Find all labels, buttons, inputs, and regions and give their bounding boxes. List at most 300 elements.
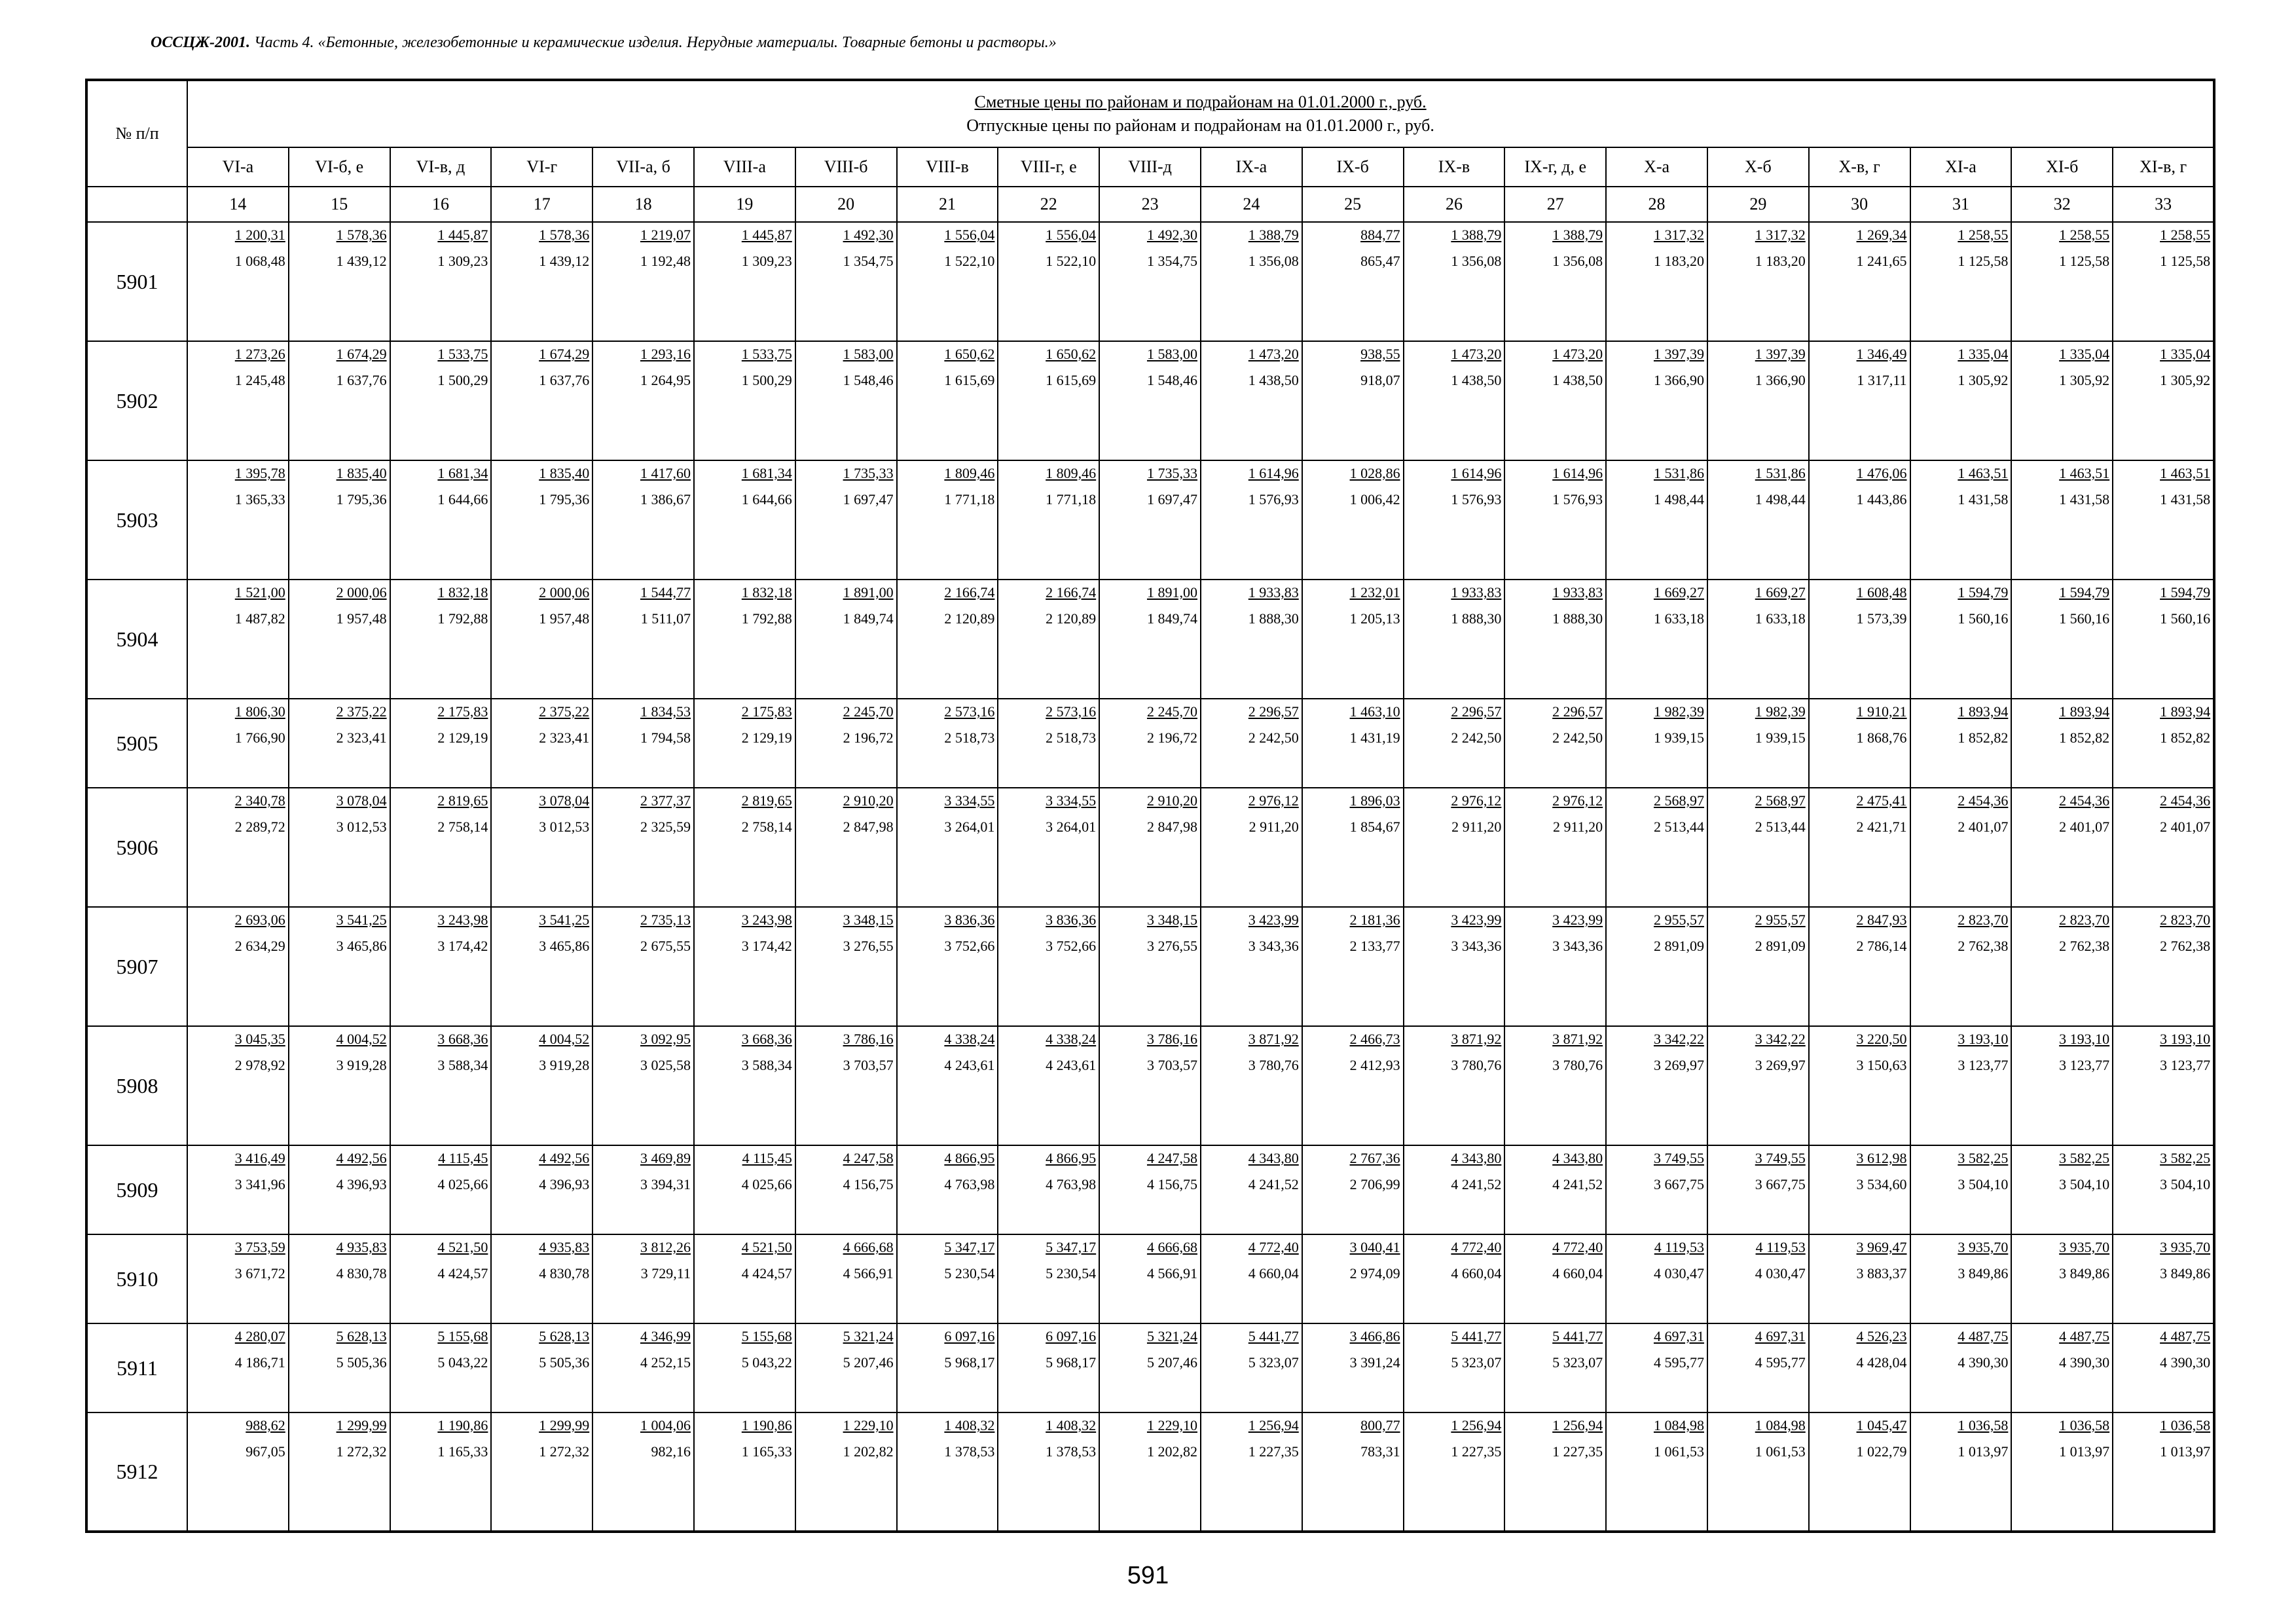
release-price: 2 401,07 <box>2059 819 2110 835</box>
estimate-price: 1 395,78 <box>234 465 285 481</box>
release-price: 1 792,88 <box>741 610 792 627</box>
price-cell <box>1404 1412 1505 1532</box>
price-cell <box>1201 699 1302 788</box>
column-number: 29 <box>1707 187 1809 222</box>
release-price: 1 615,69 <box>944 372 995 388</box>
estimate-price: 4 346,99 <box>640 1328 691 1344</box>
release-price: 1 227,35 <box>1552 1443 1603 1460</box>
region-header: VI-б, е <box>289 147 390 187</box>
release-price: 3 849,86 <box>2059 1265 2110 1282</box>
release-price: 2 289,72 <box>234 819 285 835</box>
release-price: 1 439,12 <box>336 253 387 269</box>
release-price: 2 242,50 <box>1552 729 1603 746</box>
release-price: 1 365,33 <box>234 491 285 507</box>
price-cell <box>1707 341 1809 460</box>
release-price: 1 573,39 <box>1856 610 1907 627</box>
estimate-price: 1 473,20 <box>1552 346 1603 362</box>
estimate-price: 1 388,79 <box>1248 227 1299 243</box>
price-cell <box>694 341 795 460</box>
row-id: 5912 <box>86 1412 187 1532</box>
estimate-price: 3 334,55 <box>1046 792 1097 809</box>
row-id: 5903 <box>86 460 187 580</box>
release-price: 1 006,42 <box>1349 491 1400 507</box>
estimate-price: 1 028,86 <box>1349 465 1400 481</box>
price-cell <box>1707 699 1809 788</box>
release-price: 4 390,30 <box>2059 1354 2110 1371</box>
price-cell <box>1201 1145 1302 1234</box>
table-row <box>86 699 2214 788</box>
release-price: 1 013,97 <box>2160 1443 2211 1460</box>
price-cell <box>187 699 289 788</box>
estimate-price: 3 969,47 <box>1856 1239 1907 1255</box>
estimate-price: 4 119,53 <box>1755 1239 1806 1255</box>
price-cell <box>491 460 592 580</box>
region-header: VIII-а <box>694 147 795 187</box>
release-price: 1 939,15 <box>1653 729 1704 746</box>
estimate-price: 3 582,25 <box>1958 1150 2009 1166</box>
estimate-price: 5 347,17 <box>1046 1239 1097 1255</box>
price-cell <box>1099 699 1201 788</box>
price-cell <box>390 788 492 907</box>
estimate-price: 1 346,49 <box>1856 346 1907 362</box>
estimate-price: 1 293,16 <box>640 346 691 362</box>
table-row <box>86 1234 2214 1323</box>
release-price: 1 366,90 <box>1755 372 1806 388</box>
estimate-price: 2 910,20 <box>1146 792 1197 809</box>
price-cell <box>1404 1145 1505 1234</box>
estimate-price: 2 955,57 <box>1653 912 1704 928</box>
release-price: 1 241,65 <box>1856 253 1907 269</box>
table-row <box>86 907 2214 1026</box>
region-header: X-б <box>1707 147 1809 187</box>
estimate-price: 4 666,68 <box>843 1239 894 1255</box>
release-price: 1 957,48 <box>539 610 590 627</box>
price-cell <box>1404 788 1505 907</box>
estimate-price: 1 578,36 <box>336 227 387 243</box>
price-cell <box>187 1234 289 1323</box>
estimate-price: 2 910,20 <box>843 792 894 809</box>
price-cell <box>187 580 289 699</box>
estimate-price: 1 273,26 <box>234 346 285 362</box>
estimate-price: 1 669,27 <box>1755 584 1806 600</box>
price-cell <box>592 341 694 460</box>
release-price: 3 534,60 <box>1856 1176 1907 1192</box>
release-price: 1 309,23 <box>437 253 488 269</box>
estimate-price: 1 594,79 <box>2160 584 2211 600</box>
estimate-price: 3 749,55 <box>1755 1150 1806 1166</box>
release-price: 1 849,74 <box>843 610 894 627</box>
price-cell <box>1707 1323 1809 1412</box>
release-price: 1 356,08 <box>1552 253 1603 269</box>
price-cell <box>1809 222 1910 341</box>
estimate-price: 1 397,39 <box>1755 346 1806 362</box>
price-cell <box>897 1412 998 1532</box>
release-price: 1 498,44 <box>1755 491 1806 507</box>
price-cell <box>897 1145 998 1234</box>
price-cell <box>1302 699 1404 788</box>
price-cell <box>390 1026 492 1145</box>
estimate-price: 1 473,20 <box>1451 346 1502 362</box>
release-price: 3 504,10 <box>2160 1176 2211 1192</box>
release-price: 5 968,17 <box>944 1354 995 1371</box>
price-cell <box>694 699 795 788</box>
row-id: 5906 <box>86 788 187 907</box>
price-cell <box>1606 699 1707 788</box>
estimate-price: 1 910,21 <box>1856 703 1907 720</box>
price-cell <box>1910 1323 2012 1412</box>
price-cell <box>694 1323 795 1412</box>
price-cell <box>998 1412 1099 1532</box>
release-price: 4 424,57 <box>741 1265 792 1282</box>
price-cell <box>2011 460 2113 580</box>
column-number: 31 <box>1910 187 2012 222</box>
price-cell <box>1809 1234 1910 1323</box>
price-cell <box>390 699 492 788</box>
release-price: 1 068,48 <box>234 253 285 269</box>
price-cell <box>897 788 998 907</box>
price-cell <box>795 580 897 699</box>
price-cell <box>390 1234 492 1323</box>
release-price: 1 795,36 <box>336 491 387 507</box>
estimate-price: 2 693,06 <box>234 912 285 928</box>
price-cell <box>795 699 897 788</box>
estimate-price: 3 342,22 <box>1755 1031 1806 1047</box>
estimate-price: 3 416,49 <box>234 1150 285 1166</box>
estimate-price: 1 492,30 <box>1146 227 1197 243</box>
release-price: 3 174,42 <box>437 938 488 954</box>
estimate-price: 1 219,07 <box>640 227 691 243</box>
column-number: 26 <box>1404 187 1505 222</box>
price-cell <box>2113 1323 2214 1412</box>
region-header: VI-г <box>491 147 592 187</box>
price-cell <box>1504 1234 1606 1323</box>
estimate-price: 5 155,68 <box>437 1328 488 1344</box>
region-header: VIII-г, е <box>998 147 1099 187</box>
release-price: 4 025,66 <box>437 1176 488 1192</box>
release-price: 2 706,99 <box>1349 1176 1400 1192</box>
estimate-price: 4 004,52 <box>336 1031 387 1047</box>
price-cell <box>491 907 592 1026</box>
price-cell <box>897 1234 998 1323</box>
region-header: XI-б <box>2011 147 2113 187</box>
price-cell <box>2011 1234 2113 1323</box>
price-cell <box>187 1026 289 1145</box>
price-cell <box>390 907 492 1026</box>
release-price: 2 911,20 <box>1248 819 1299 835</box>
header-row-regions <box>86 147 2214 187</box>
price-cell <box>998 907 1099 1026</box>
price-cell <box>1606 788 1707 907</box>
estimate-price: 3 243,98 <box>437 912 488 928</box>
release-price: 1 309,23 <box>741 253 792 269</box>
price-cell <box>1707 1026 1809 1145</box>
price-cell <box>998 788 1099 907</box>
price-cell <box>1302 1412 1404 1532</box>
release-price: 3 465,86 <box>539 938 590 954</box>
estimate-price: 1 445,87 <box>741 227 792 243</box>
estimate-price: 1 299,99 <box>336 1417 387 1433</box>
price-cell <box>1302 460 1404 580</box>
estimate-price: 2 568,97 <box>1755 792 1806 809</box>
estimate-price: 2 819,65 <box>437 792 488 809</box>
estimate-price: 1 832,18 <box>741 584 792 600</box>
release-price: 1 061,53 <box>1653 1443 1704 1460</box>
estimate-price: 3 348,15 <box>843 912 894 928</box>
estimate-price: 1 835,40 <box>539 465 590 481</box>
release-price: 3 394,31 <box>640 1176 691 1192</box>
estimate-price: 2 296,57 <box>1552 703 1603 720</box>
estimate-price: 2 823,70 <box>1958 912 2009 928</box>
region-header: IX-б <box>1302 147 1404 187</box>
price-cell <box>694 222 795 341</box>
estimate-price: 2 454,36 <box>2160 792 2211 809</box>
price-cell <box>187 1145 289 1234</box>
price-table <box>85 79 2215 1533</box>
region-header: XI-а <box>1910 147 2012 187</box>
estimate-price: 3 466,86 <box>1349 1328 1400 1344</box>
price-cell <box>1201 1026 1302 1145</box>
release-price: 4 396,93 <box>336 1176 387 1192</box>
release-price: 3 919,28 <box>539 1057 590 1073</box>
price-cell <box>592 788 694 907</box>
price-cell <box>2011 580 2113 699</box>
estimate-price: 3 749,55 <box>1653 1150 1704 1166</box>
price-cell <box>491 1145 592 1234</box>
estimate-price: 1 190,86 <box>437 1417 488 1433</box>
estimate-price: 3 836,36 <box>1046 912 1097 928</box>
price-cell <box>1504 580 1606 699</box>
estimate-price: 4 247,58 <box>1146 1150 1197 1166</box>
release-price: 1 354,75 <box>1146 253 1197 269</box>
region-header: X-в, г <box>1809 147 1910 187</box>
estimate-price: 5 441,77 <box>1552 1328 1603 1344</box>
release-price: 5 505,36 <box>336 1354 387 1371</box>
price-cell <box>1606 460 1707 580</box>
price-cell <box>289 460 390 580</box>
price-cell <box>1606 222 1707 341</box>
price-cell <box>2113 1145 2214 1234</box>
release-price: 1 498,44 <box>1653 491 1704 507</box>
price-cell <box>998 580 1099 699</box>
page-number: 591 <box>1127 1562 1169 1589</box>
price-cell <box>1910 1026 2012 1145</box>
release-price: 3 667,75 <box>1653 1176 1704 1192</box>
release-price: 2 120,89 <box>1046 610 1097 627</box>
estimate-price: 1 578,36 <box>539 227 590 243</box>
price-cell <box>289 222 390 341</box>
price-cell <box>1910 1145 2012 1234</box>
price-cell <box>390 580 492 699</box>
estimate-price: 1 531,86 <box>1653 465 1704 481</box>
price-cell <box>998 341 1099 460</box>
estimate-price: 5 628,13 <box>336 1328 387 1344</box>
column-number: 14 <box>187 187 289 222</box>
price-cell <box>1606 1026 1707 1145</box>
release-price: 1 548,46 <box>843 372 894 388</box>
price-cell <box>592 222 694 341</box>
release-price: 3 667,75 <box>1755 1176 1806 1192</box>
price-cell <box>289 699 390 788</box>
estimate-price: 1 269,34 <box>1856 227 1907 243</box>
price-cell <box>1302 580 1404 699</box>
release-price: 4 660,04 <box>1552 1265 1603 1282</box>
price-cell <box>1404 699 1505 788</box>
column-number: 27 <box>1504 187 1606 222</box>
estimate-price: 3 220,50 <box>1856 1031 1907 1047</box>
price-cell <box>592 1145 694 1234</box>
release-price: 2 120,89 <box>944 610 995 627</box>
release-price: 967,05 <box>246 1443 285 1460</box>
estimate-price: 1 408,32 <box>944 1417 995 1433</box>
price-cell <box>1707 222 1809 341</box>
price-cell <box>1809 1145 1910 1234</box>
table-row <box>86 1412 2214 1532</box>
release-price: 2 242,50 <box>1248 729 1299 746</box>
release-price: 1 165,33 <box>437 1443 488 1460</box>
release-price: 4 830,78 <box>539 1265 590 1282</box>
price-cell <box>1099 1026 1201 1145</box>
estimate-price: 3 078,04 <box>539 792 590 809</box>
estimate-price: 1 681,34 <box>437 465 488 481</box>
release-price: 3 264,01 <box>1046 819 1097 835</box>
release-price: 3 276,55 <box>1146 938 1197 954</box>
column-number-blank <box>86 187 187 222</box>
price-cell <box>897 580 998 699</box>
price-cell <box>491 788 592 907</box>
release-price: 1 438,50 <box>1248 372 1299 388</box>
release-price: 4 030,47 <box>1653 1265 1704 1282</box>
estimate-price: 1 650,62 <box>1046 346 1097 362</box>
release-price: 1 125,58 <box>2059 253 2110 269</box>
release-price: 3 780,76 <box>1248 1057 1299 1073</box>
price-cell <box>390 1412 492 1532</box>
release-price: 1 852,82 <box>2059 729 2110 746</box>
row-id: 5911 <box>86 1323 187 1412</box>
release-price: 1 939,15 <box>1755 729 1806 746</box>
release-price: 1 697,47 <box>1146 491 1197 507</box>
release-price: 4 241,52 <box>1451 1176 1502 1192</box>
estimate-price: 2 823,70 <box>2059 912 2110 928</box>
price-cell <box>1606 907 1707 1026</box>
release-price: 4 566,91 <box>843 1265 894 1282</box>
table-row <box>86 1145 2214 1234</box>
release-price: 1 560,16 <box>1958 610 2009 627</box>
estimate-price: 1 335,04 <box>1958 346 2009 362</box>
estimate-price: 2 847,93 <box>1856 912 1907 928</box>
release-price: 5 043,22 <box>437 1354 488 1371</box>
estimate-price: 1 933,83 <box>1451 584 1502 600</box>
estimate-price: 1 463,10 <box>1349 703 1400 720</box>
price-cell <box>2113 460 2214 580</box>
price-cell <box>1302 907 1404 1026</box>
estimate-price: 4 487,75 <box>2059 1328 2110 1344</box>
release-price: 1 272,32 <box>539 1443 590 1460</box>
estimate-price: 2 181,36 <box>1349 912 1400 928</box>
price-cell <box>2113 580 2214 699</box>
price-cell <box>491 1026 592 1145</box>
release-price: 3 883,37 <box>1856 1265 1907 1282</box>
estimate-price: 3 193,10 <box>2160 1031 2211 1047</box>
release-price: 2 847,98 <box>843 819 894 835</box>
release-price: 2 634,29 <box>234 938 285 954</box>
release-price: 1 354,75 <box>843 253 894 269</box>
estimate-price: 3 871,92 <box>1451 1031 1502 1047</box>
estimate-price: 2 166,74 <box>944 584 995 600</box>
release-price: 2 196,72 <box>1146 729 1197 746</box>
price-cell <box>795 341 897 460</box>
release-price: 1 317,11 <box>1857 372 1907 388</box>
estimate-price: 4 521,50 <box>437 1239 488 1255</box>
estimate-price: 1 317,32 <box>1653 227 1704 243</box>
release-price: 1 356,08 <box>1248 253 1299 269</box>
price-cell <box>1302 788 1404 907</box>
region-header: XI-в, г <box>2113 147 2214 187</box>
column-number: 18 <box>592 187 694 222</box>
estimate-price: 4 487,75 <box>2160 1328 2211 1344</box>
estimate-price: 2 175,83 <box>437 703 488 720</box>
release-price: 2 978,92 <box>234 1057 285 1073</box>
column-number: 16 <box>390 187 492 222</box>
price-cell <box>1099 1412 1201 1532</box>
release-price: 4 030,47 <box>1755 1265 1806 1282</box>
release-price: 1 522,10 <box>1046 253 1097 269</box>
estimate-price: 1 544,77 <box>640 584 691 600</box>
release-price: 4 424,57 <box>437 1265 488 1282</box>
price-cell <box>1302 1145 1404 1234</box>
release-price: 1 637,76 <box>336 372 387 388</box>
release-price: 5 323,07 <box>1451 1354 1502 1371</box>
estimate-price: 1 463,51 <box>1958 465 2009 481</box>
price-cell <box>1302 1026 1404 1145</box>
release-price: 1 431,58 <box>2160 491 2211 507</box>
price-cell <box>1809 341 1910 460</box>
release-price: 1 697,47 <box>843 491 894 507</box>
release-price: 1 792,88 <box>437 610 488 627</box>
price-cell <box>998 1234 1099 1323</box>
price-cell <box>1404 1026 1505 1145</box>
row-id: 5908 <box>86 1026 187 1145</box>
price-cell <box>897 699 998 788</box>
estimate-price: 4 115,45 <box>742 1150 792 1166</box>
release-price: 4 241,52 <box>1248 1176 1299 1192</box>
estimate-price: 4 119,53 <box>1654 1239 1704 1255</box>
price-cell <box>2011 1026 2113 1145</box>
estimate-price: 2 976,12 <box>1451 792 1502 809</box>
estimate-price: 1 533,75 <box>741 346 792 362</box>
estimate-price: 2 454,36 <box>1958 792 2009 809</box>
price-cell <box>897 907 998 1026</box>
estimate-price: 3 193,10 <box>2059 1031 2110 1047</box>
estimate-price: 1 982,39 <box>1755 703 1806 720</box>
release-price: 2 762,38 <box>1958 938 2009 954</box>
price-cell <box>1910 1412 2012 1532</box>
estimate-price: 1 232,01 <box>1349 584 1400 600</box>
release-price: 1 794,58 <box>640 729 691 746</box>
estimate-price: 1 229,10 <box>843 1417 894 1433</box>
price-cell <box>592 699 694 788</box>
release-price: 4 595,77 <box>1755 1354 1806 1371</box>
estimate-price: 2 767,36 <box>1349 1150 1400 1166</box>
estimate-price: 1 521,00 <box>234 584 285 600</box>
release-price: 1 386,67 <box>640 491 691 507</box>
estimate-price: 1 256,94 <box>1451 1417 1502 1433</box>
estimate-price: 1 417,60 <box>640 465 691 481</box>
price-cell <box>1099 460 1201 580</box>
price-cell <box>491 341 592 460</box>
estimate-price: 3 668,36 <box>741 1031 792 1047</box>
release-price: 2 891,09 <box>1755 938 1806 954</box>
price-group-header <box>187 80 2214 147</box>
